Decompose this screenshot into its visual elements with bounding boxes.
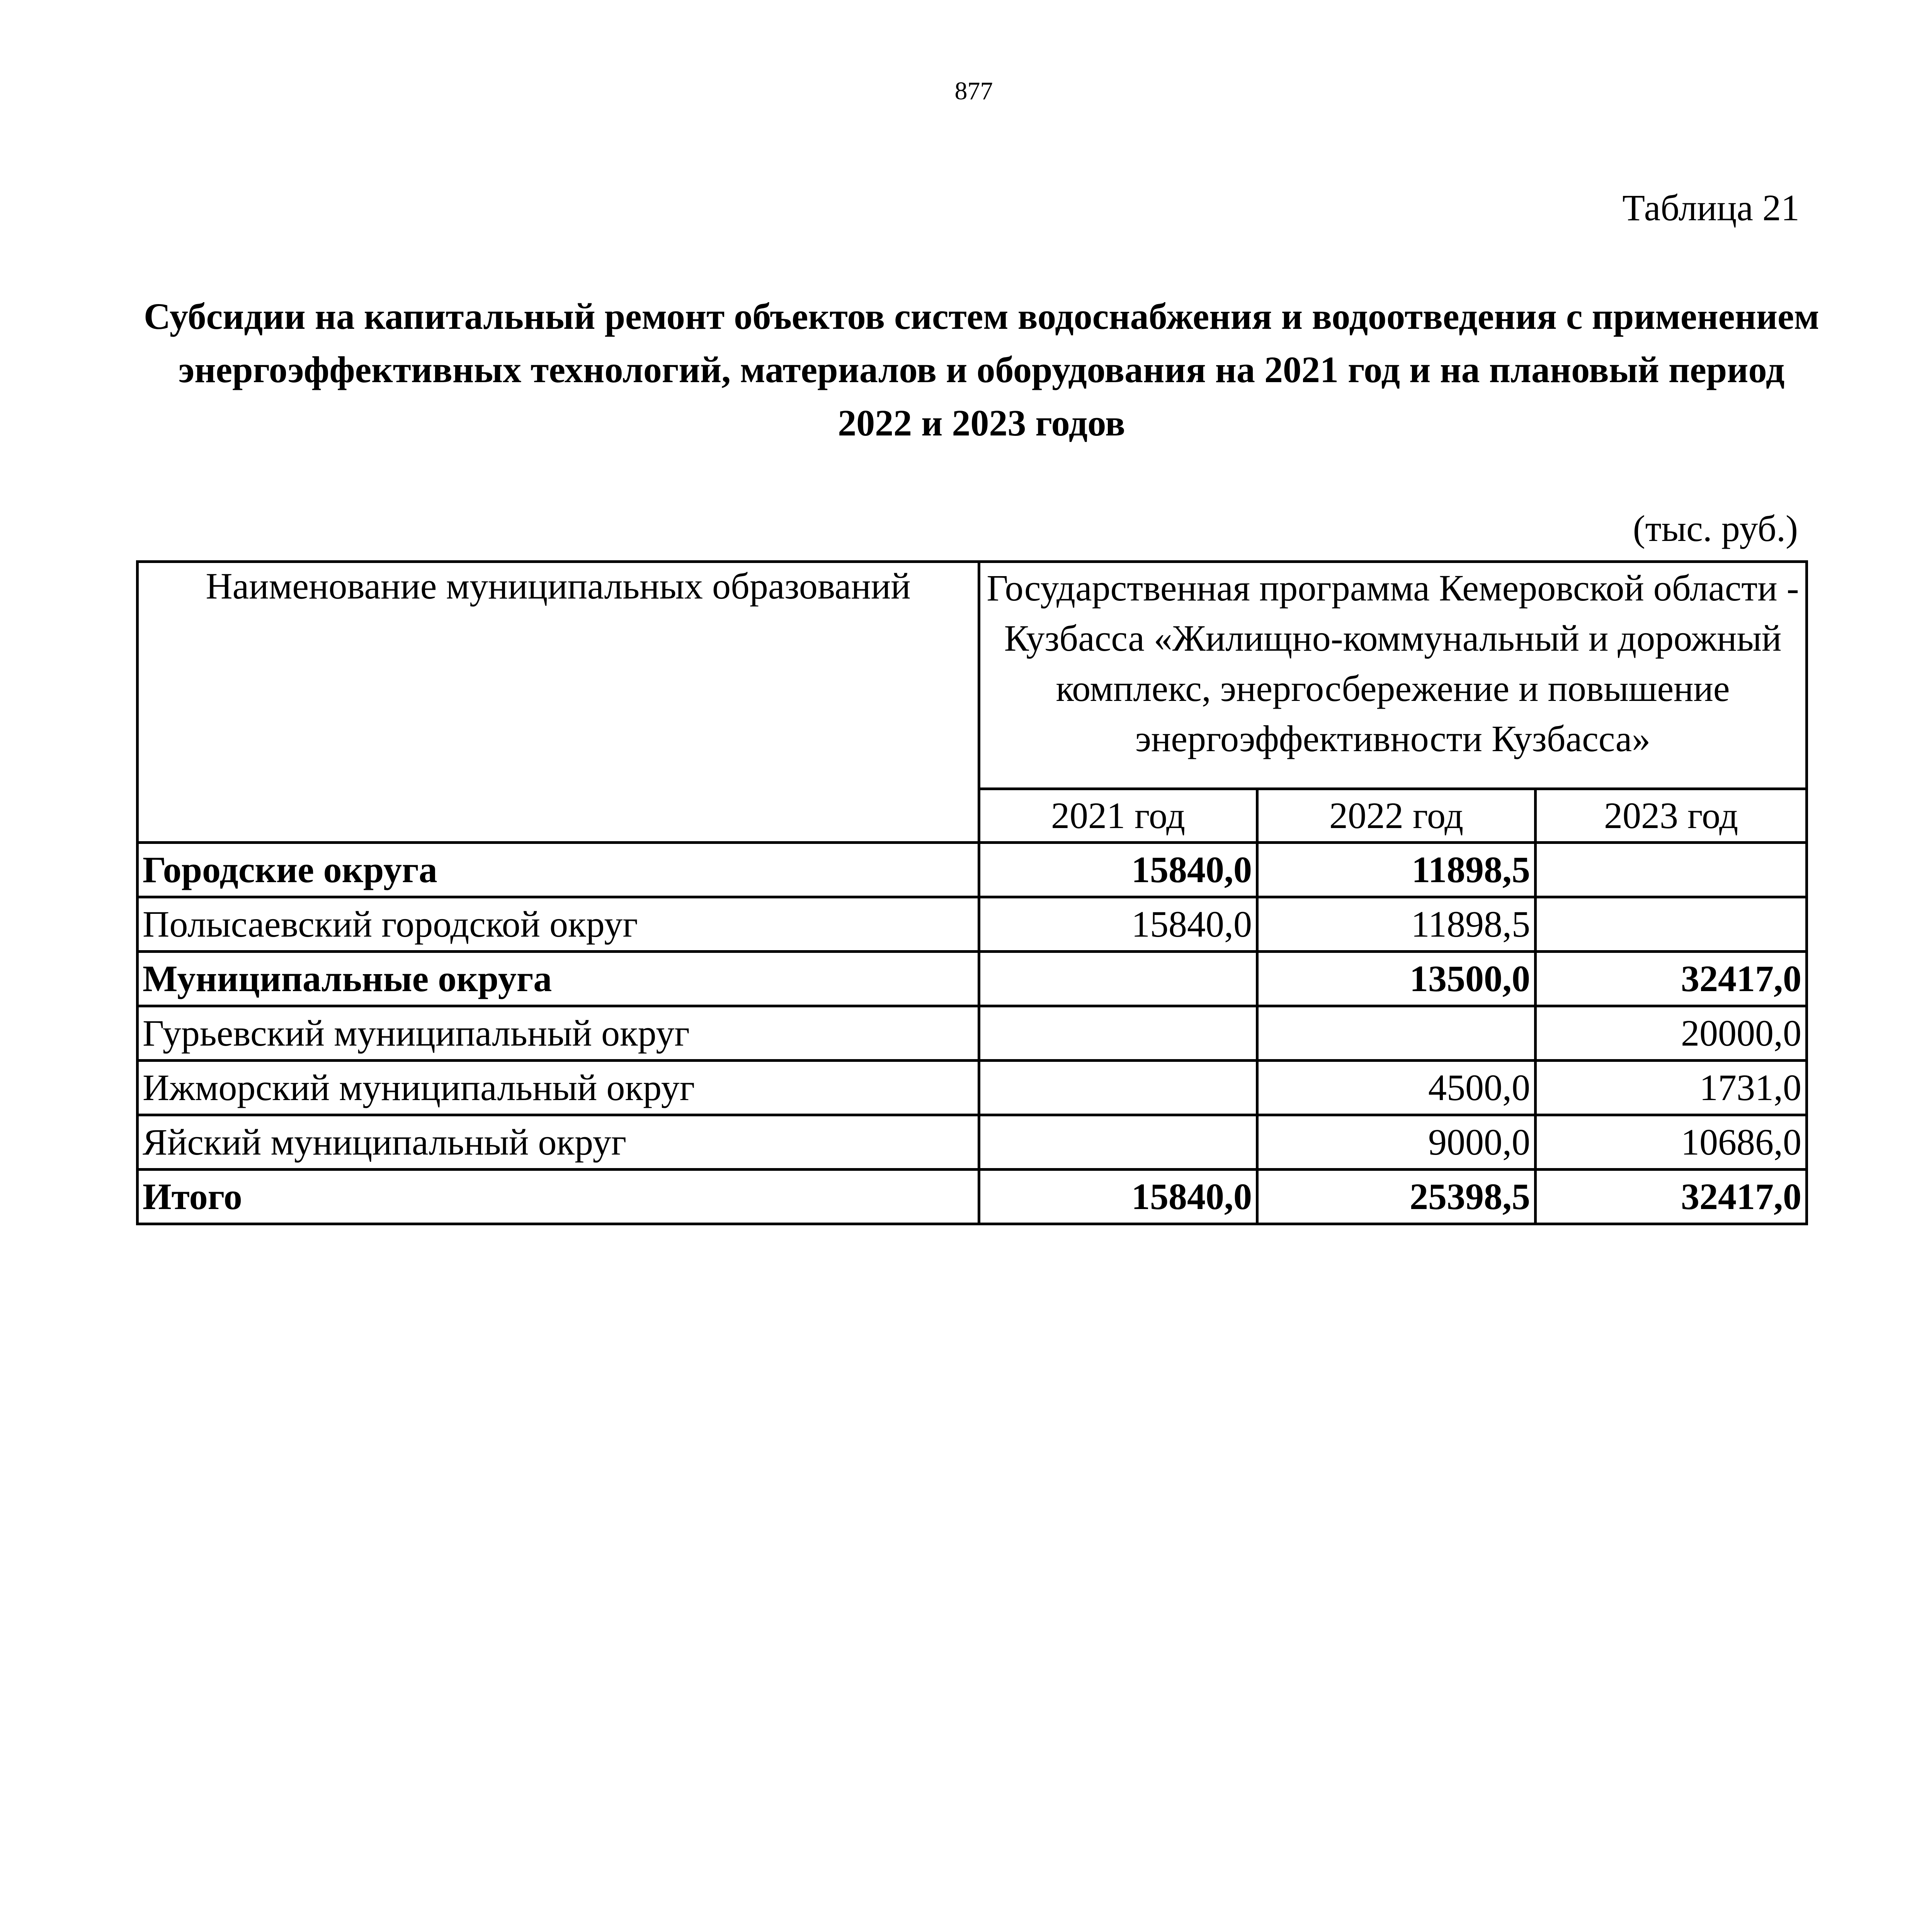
value-2021 [979, 952, 1257, 1006]
value-2021: 15840,0 [979, 897, 1257, 952]
row-name: Яйский муниципальный округ [138, 1115, 979, 1170]
value-2023: 1731,0 [1536, 1061, 1807, 1115]
header-year-2021: 2021 год [979, 789, 1257, 843]
value-2023 [1536, 897, 1807, 952]
value-2022: 25398,5 [1257, 1170, 1536, 1224]
units-label: (тыс. руб.) [1633, 508, 1798, 549]
header-municipality-name: Наименование муниципальных образований [138, 562, 979, 843]
value-2023: 32417,0 [1536, 1170, 1807, 1224]
table-row-polysaevo [138, 897, 1807, 952]
value-2021: 15840,0 [979, 843, 1257, 897]
table-row-guryevsk [138, 1006, 1807, 1061]
document-title: Субсидии на капитальный ремонт объектов систем водоснабжения и водоотведения с применением энергоэффективных технологий, материалов и оборудования на 2021 год и на плановый период 2022 и 2023 годов [143, 296, 1820, 444]
row-name: Итого [138, 1170, 979, 1224]
value-2022 [1257, 1006, 1536, 1061]
value-2022: 13500,0 [1257, 952, 1536, 1006]
value-2022: 4500,0 [1257, 1061, 1536, 1115]
row-name: Гурьевский муниципальный округ [138, 1006, 979, 1061]
row-name: Ижморский муниципальный округ [138, 1061, 979, 1115]
value-2021 [979, 1061, 1257, 1115]
header-year-2023: 2023 год [1536, 789, 1807, 843]
header-state-program: Государственная программа Кемеровской области - Кузбасса «Жилищно-коммунальный и дорожный комплекс, энергосбережение и повышение энергоэффективности Кузбасса» [979, 562, 1807, 789]
value-2021: 15840,0 [979, 1170, 1257, 1224]
value-2021 [979, 1115, 1257, 1170]
header-year-2022: 2022 год [1257, 789, 1536, 843]
value-2022: 11898,5 [1257, 843, 1536, 897]
page-number: 877 [954, 77, 993, 105]
table-header-row [138, 562, 1807, 789]
value-2023 [1536, 843, 1807, 897]
row-name: Полысаевский городской округ [138, 897, 979, 952]
value-2022: 9000,0 [1257, 1115, 1536, 1170]
row-name: Городские округа [138, 843, 979, 897]
table-number: Таблица 21 [1622, 187, 1800, 228]
table-row-total [138, 1170, 1807, 1224]
row-name: Муниципальные округа [138, 952, 979, 1006]
table-row-izhmorsky [138, 1061, 1807, 1115]
value-2021 [979, 1006, 1257, 1061]
table-row-urban-districts [138, 843, 1807, 897]
value-2023: 20000,0 [1536, 1006, 1807, 1061]
value-2023: 10686,0 [1536, 1115, 1807, 1170]
value-2023: 32417,0 [1536, 952, 1807, 1006]
subsidies-table [136, 560, 1808, 1225]
table-row-municipal-districts [138, 952, 1807, 1006]
value-2022: 11898,5 [1257, 897, 1536, 952]
table-row-yaysky [138, 1115, 1807, 1170]
